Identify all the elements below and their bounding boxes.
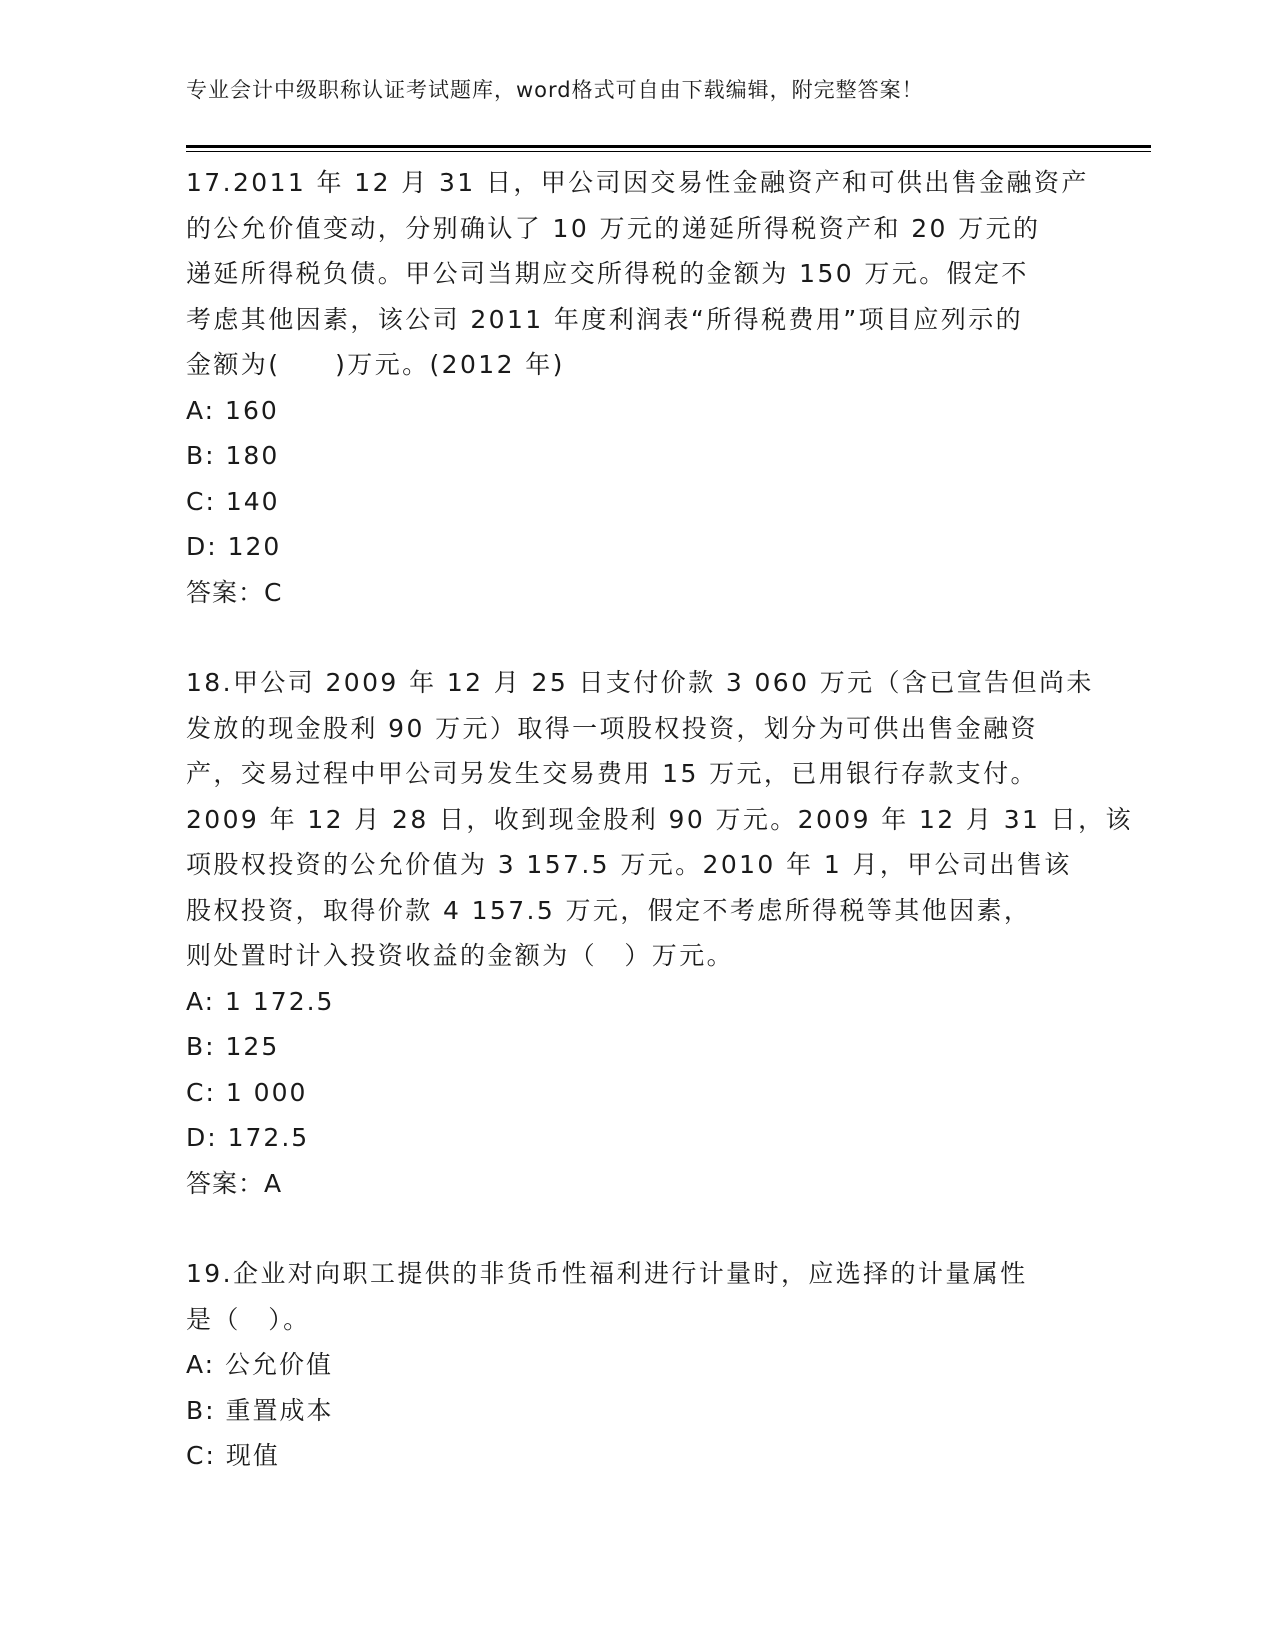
- page-header: 专业会计中级职称认证考试题库，word格式可自由下载编辑，附完整答案！: [186, 78, 924, 102]
- option-d: D: 120: [186, 532, 282, 561]
- option-a: A: 160: [186, 395, 279, 425]
- question-line: 18.甲公司 2009 年 12 月 25 日支付价款 3 060 万元（含已宣告但尚未: [186, 668, 1094, 697]
- answer-label: 答案：C: [186, 577, 283, 607]
- question-line: 递延所得税负债。甲公司当期应交所得税的金额为 150 万元。假定不: [186, 259, 1029, 288]
- option-b: B: 125: [186, 1032, 280, 1061]
- option-c: C: 现值: [186, 1441, 280, 1470]
- question-line: 17.2011 年 12 月 31 日，甲公司因交易性金融资产和可供出售金融资产: [186, 168, 1089, 197]
- option-a: A: 1 172.5: [186, 986, 335, 1016]
- question-line: 项股权投资的公允价值为 3 157.5 万元。2010 年 1 月，甲公司出售该: [186, 850, 1072, 879]
- question-line: 产，交易过程中甲公司另发生交易费用 15 万元，已用银行存款支付。: [186, 759, 1038, 788]
- question-19: [186, 1251, 1086, 1479]
- question-list: [186, 160, 1133, 1479]
- question-line: 19.企业对向职工提供的非货币性福利进行计量时，应选择的计量属性: [186, 1259, 1028, 1288]
- question-stem: [186, 160, 1089, 388]
- option-b: B: 180: [186, 441, 280, 470]
- question-line: 是（ ）。: [186, 1304, 311, 1334]
- option-c: C: 140: [186, 486, 280, 516]
- answer-label: 答案：A: [186, 1168, 283, 1198]
- option-d: D: 172.5: [186, 1123, 310, 1152]
- question-line: 金额为( )万元。(2012 年): [186, 350, 565, 379]
- header-divider-thin: [186, 151, 1151, 152]
- question-line: 考虑其他因素，该公司 2011 年度利润表“所得税费用”项目应列示的: [186, 304, 1024, 334]
- question-line: 的公允价值变动，分别确认了 10 万元的递延所得税资产和 20 万元的: [186, 213, 1041, 243]
- question-18: [186, 660, 1133, 1206]
- option-b: B: 重置成本: [186, 1395, 334, 1425]
- option-a: A: 公允价值: [186, 1350, 334, 1379]
- question-stem: [186, 1251, 1086, 1342]
- option-c: C: 1 000: [186, 1077, 308, 1107]
- question-line: 2009 年 12 月 28 日，收到现金股利 90 万元。2009 年 12 月 31 日，该: [186, 804, 1133, 834]
- header-divider: [186, 145, 1151, 148]
- question-17: [186, 160, 1089, 615]
- question-stem: [186, 660, 1133, 979]
- question-line: 股权投资，取得价款 4 157.5 万元，假定不考虑所得税等其他因素，: [186, 895, 1032, 925]
- question-line: 发放的现金股利 90 万元）取得一项股权投资，划分为可供出售金融资: [186, 713, 1038, 743]
- question-line: 则处置时计入投资收益的金额为（ ）万元。: [186, 941, 735, 970]
